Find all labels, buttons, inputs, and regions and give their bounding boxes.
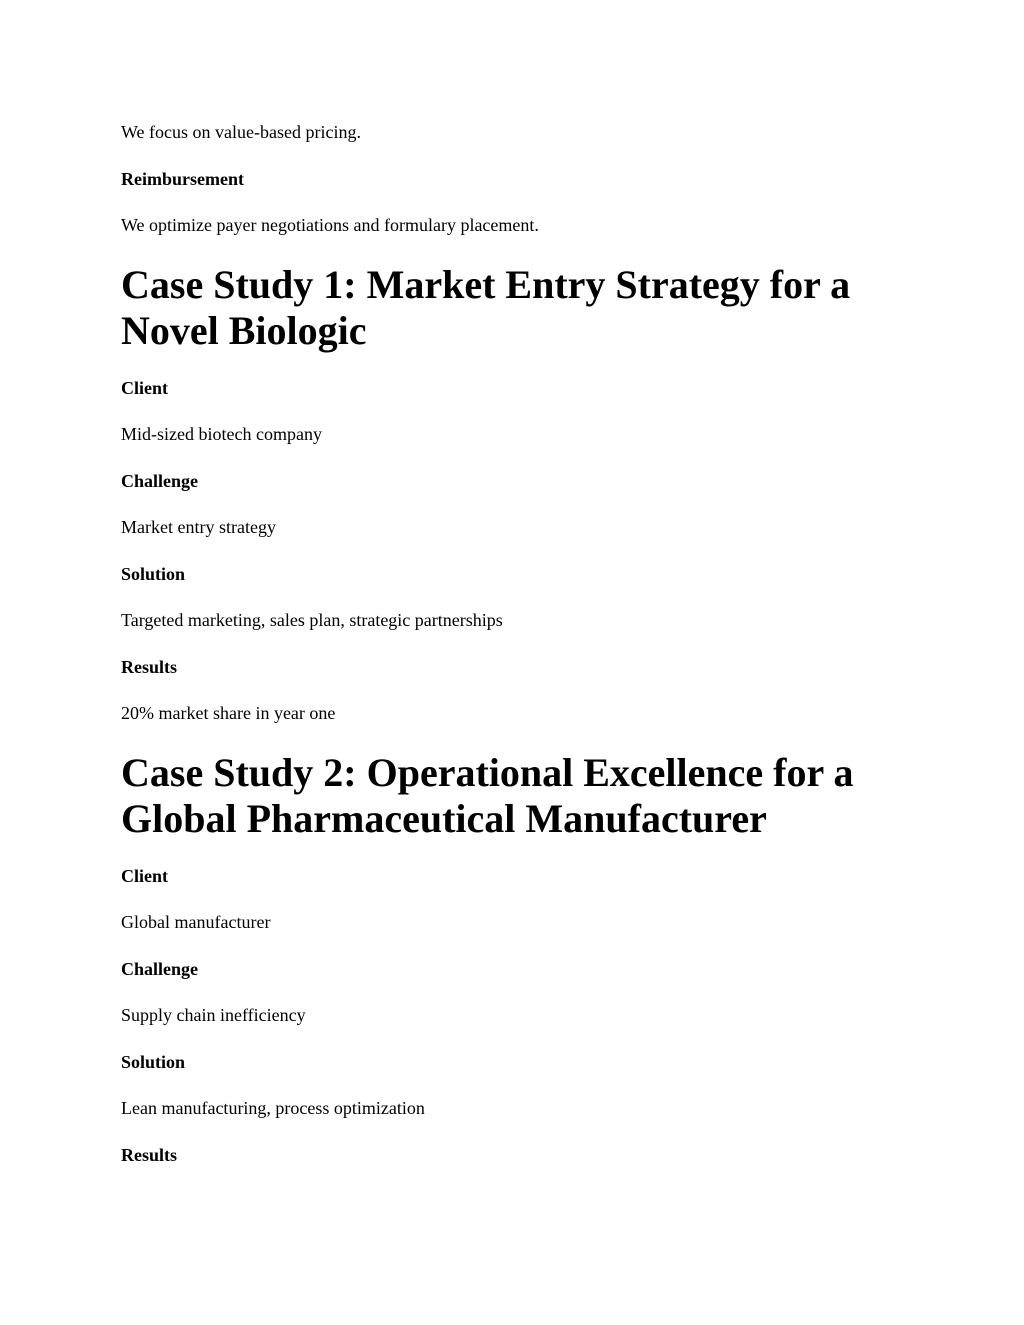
- case-study-1-challenge-label: Challenge: [121, 471, 199, 491]
- case-study-1-solution-label: Solution: [121, 564, 186, 584]
- case-study-1-client-label: Client: [121, 378, 168, 398]
- case-study-1-challenge-value: Market entry strategy: [121, 517, 276, 537]
- case-study-2-solution-label: Solution: [121, 1052, 186, 1072]
- reimbursement-paragraph: We optimize payer negotiations and formulary placement.: [121, 215, 539, 235]
- case-study-1-results-label: Results: [121, 657, 178, 677]
- case-study-2-challenge-label: Challenge: [121, 959, 199, 979]
- case-study-2-results-label: Results: [121, 1145, 178, 1165]
- case-study-2-title: Case Study 2: Operational Excellence for a Global Pharmaceutical Manufacturer: [121, 750, 854, 841]
- case-study-1-client-value: Mid-sized biotech company: [121, 424, 322, 444]
- pricing-paragraph: We focus on value-based pricing.: [121, 122, 361, 142]
- case-study-2-solution-value: Lean manufacturing, process optimization: [121, 1098, 425, 1118]
- reimbursement-label: Reimbursement: [121, 169, 244, 189]
- case-study-1-solution-value: Targeted marketing, sales plan, strategic partnerships: [121, 610, 503, 630]
- case-study-2-client-value: Global manufacturer: [121, 912, 271, 932]
- case-study-2-client-label: Client: [121, 866, 168, 886]
- case-study-2-challenge-value: Supply chain inefficiency: [121, 1005, 306, 1025]
- case-study-1-results-value: 20% market share in year one: [121, 703, 336, 723]
- case-study-1-title: Case Study 1: Market Entry Strategy for a Novel Biologic: [121, 262, 851, 353]
